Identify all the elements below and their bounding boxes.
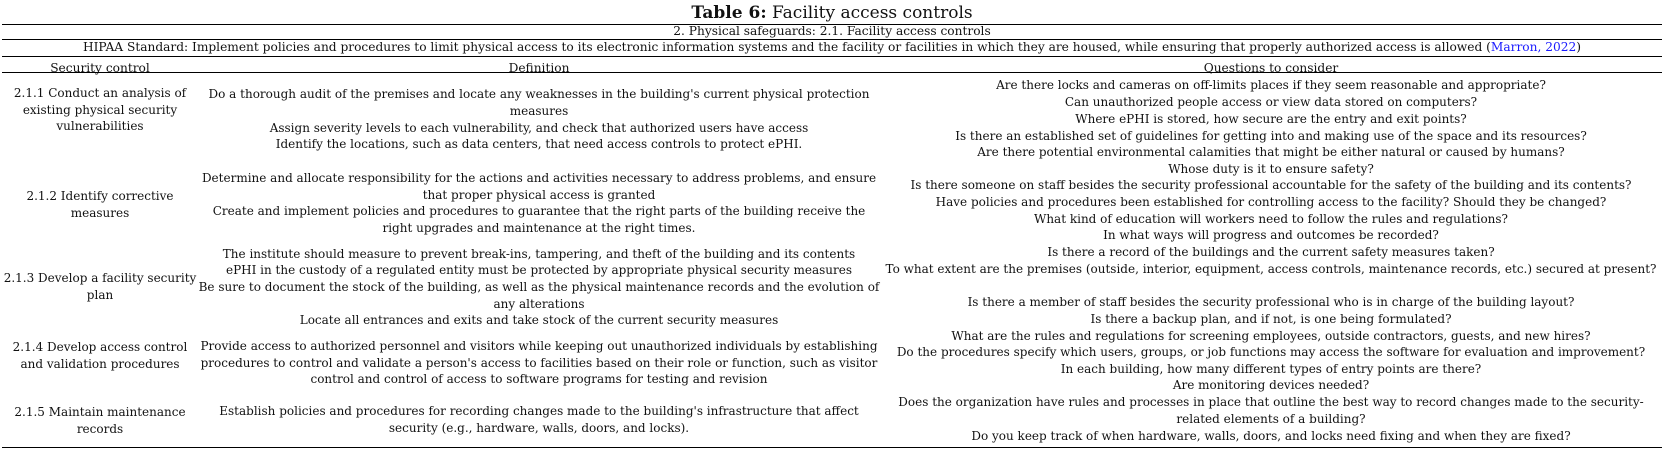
table-caption <box>0 2 1664 24</box>
header-rule <box>2 72 1662 73</box>
question-item: Is there a member of staff besides the security professional who is in charge of the building layout? <box>967 295 1575 309</box>
question-item: Is there someone on staff besides the security professional accountable for the safety of the building and its contents? <box>910 178 1632 192</box>
definition-item: Assign severity levels to each vulnerability, and check that authorized users have access <box>269 121 809 135</box>
definition-item: Locate all entrances and exits and take stock of the current security measures <box>299 313 779 327</box>
question-item: Have policies and procedures been established for controlling access to the facility? Should they be changed? <box>935 195 1607 209</box>
question-item: To what extent are the premises (outside, interior, equipment, access controls, maintenance records, etc.) secured at present? <box>885 262 1657 276</box>
header-definition: Definition <box>508 61 570 75</box>
standard-close: ) <box>1576 40 1582 54</box>
control-2-1-3: 2.1.3 Develop a facility security plan <box>3 271 197 302</box>
question-item: Is there a record of the buildings and the current safety measures taken? <box>1047 245 1495 259</box>
table-title: Facility access controls <box>772 3 973 23</box>
question-item: Are monitoring devices needed? <box>1172 378 1370 392</box>
definition-item: Create and implement policies and procedures to guarantee that the right parts of the building receive the right upgrades and maintenance at the right times. <box>212 204 866 235</box>
definition-item: Determine and allocate responsibility for the actions and activities necessary to address problems, and ensure that proper physical access is granted <box>201 171 877 202</box>
question-item: Are there locks and cameras on off-limits places if they seem reasonable and appropriate? <box>996 78 1546 92</box>
standard-rule <box>2 56 1662 57</box>
control-2-1-5: 2.1.5 Maintain maintenance records <box>14 405 186 436</box>
question-item: Where ePHI is stored, how secure are the entry and exit points? <box>1075 112 1467 126</box>
bottom-rule <box>2 447 1662 448</box>
definition-item: ePHI in the custody of a regulated entity must be protected by appropriate physical security measures <box>225 263 853 277</box>
question-item: What are the rules and regulations for screening employees, outside contractors, guests, and new hires? <box>951 329 1591 343</box>
definition-item: Provide access to authorized personnel and visitors while keeping out unauthorized individuals by establishing procedures to control and validate a person's access to facilities based on their role or function, such as visitor control and control of access to software programs for testing and revision <box>200 339 878 387</box>
question-item: Do you keep track of when hardware, walls, doors, and locks need fixing and when they are fixed? <box>971 429 1571 443</box>
question-item: Does the organization have rules and processes in place that outline the best way to record changes made to the security-related elements of a building? <box>898 395 1644 426</box>
standard-text: HIPAA Standard: Implement policies and procedures to limit physical access to its electronic information systems and the facility or facilities in which they are housed, while ensuring that properly authorized access is allowed ( <box>82 40 1491 54</box>
control-2-1-4: 2.1.4 Develop access control and validation procedures <box>12 340 188 371</box>
definition-item: Identify the locations, such as data centers, that need access controls to protect ePHI. <box>275 137 803 151</box>
header-questions: Questions to consider <box>1203 61 1339 75</box>
question-item: In each building, how many different types of entry points are there? <box>1060 362 1482 376</box>
question-item: What kind of education will workers need to follow the rules and regulations? <box>1033 212 1508 226</box>
section-row: 2. Physical safeguards: 2.1. Facility access controls <box>673 24 991 38</box>
question-item: Whose duty is it to ensure safety? <box>1168 162 1374 176</box>
definition-item: Be sure to document the stock of the building, as well as the physical maintenance records and the evolution of any alterations <box>198 280 880 311</box>
standard-row <box>0 40 1664 55</box>
control-2-1-1: 2.1.1 Conduct an analysis of existing physical security vulnerabilities <box>13 86 187 134</box>
definition-item: Establish policies and procedures for recording changes made to the building's infrastructure that affect security (e.g., hardware, walls, doors, and locks). <box>219 404 859 435</box>
definition-item: Do a thorough audit of the premises and locate any weaknesses in the building's current physical protection measures <box>208 87 870 118</box>
question-item: Is there an established set of guidelines for getting into and making use of the space and its resources? <box>955 129 1587 143</box>
question-item: Are there potential environmental calamities that might be either natural or caused by humans? <box>977 145 1565 159</box>
header-security-control: Security control <box>50 61 150 75</box>
question-item: Do the procedures specify which users, groups, or job functions may access the software for evaluation and improvement? <box>896 345 1646 359</box>
citation-link[interactable]: Marron, 2022 <box>1490 40 1577 54</box>
question-item: Can unauthorized people access or view data stored on computers? <box>1064 95 1478 109</box>
question-item: Is there a backup plan, and if not, is one being formulated? <box>1090 312 1452 326</box>
table-label: Table 6: <box>691 3 767 23</box>
control-2-1-2: 2.1.2 Identify corrective measures <box>26 189 174 220</box>
definition-item: The institute should measure to prevent break-ins, tampering, and theft of the building and its contents <box>222 247 856 261</box>
question-item: In what ways will progress and outcomes be recorded? <box>1103 228 1439 242</box>
